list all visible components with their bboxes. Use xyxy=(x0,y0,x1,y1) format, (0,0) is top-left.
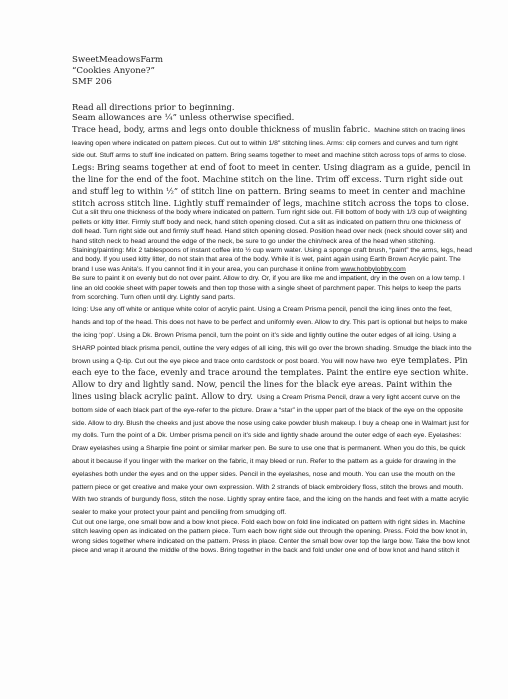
staining-instructions: Staining/painting: Mix 2 tablespoons of instant coffee into ½ cup warm water. Using a sponge craft brush, “paint” the arms, legs, head and body. If you used kitty litter, do not stain that area of the body. While it is wet, paint again using Earth Brown Acrylic paint. The brand I use was Anita’s. If you cannot find it in your area, you can purchase it online from xyxy=(72,247,472,273)
face-detail-instructions: Using a Cream Prisma Pencil, draw a very light accent curve on the bottom side of each black part of the eye-refer to the picture. Draw a “star” in the upper part of the black of the eye on the opposite side. Allow to dry. Blush the cheeks and just above the nose using cake powder blush makeup. I buy a cheap one in Walmart just for my dolls. Turn the point of a Dk. Umber prisma pencil on it’s side and lightly shade around the outer edge of each eye. Eyelashes: Draw eyelashes using a Sharpie fine point or similar marker pen. Be sure to use one that is permanent. When you do this, be quick about it because if you linger with the marker on the fabric, it may bleed or run. Refer to the pattern as a guide for drawing in the eyelashes both under the eyes and on the upper sides. Pencil in the eyelashes, nose and mouth. You can use the mouth on the pattern piece or get creative and make your own expression. With 2 strands of black embroidery floss, stitch the brows and mouth. With two strands of burgundy floss, stitch the nose. Lightly spray entire face, and the icing on the hands and feet with a matte acrylic sealer to make your protect your paint and penciling from smudging off. xyxy=(72,394,470,517)
assembly-intro: Trace head, body, arms and legs onto double thickness of muslin fabric. xyxy=(72,123,371,134)
instructions-body xyxy=(72,102,472,556)
intro-directions: Read all directions prior to beginning. xyxy=(72,102,235,112)
pattern-title: “Cookies Anyone?” xyxy=(72,66,155,76)
seam-allowance-note: Seam allowances are ¼” unless otherwise specified. xyxy=(72,112,295,123)
drying-instructions: Be sure to paint it on evenly but do not over paint. Allow to dry. Or, if you are like me and impatient, dry in the oven on a low temp. I line an old cookie sheet with paper towels and then top those with a single sheet of parchment paper. This helps to keep the parts from scorching. Turn often until dry. Lightly sand parts. xyxy=(72,275,465,302)
hobbylobby-link[interactable]: www.hobbylobby.com xyxy=(340,265,406,273)
document-header xyxy=(72,55,163,88)
company-name: SweetMeadowsFarm xyxy=(72,55,164,65)
assembly-paragraph xyxy=(72,123,472,209)
icing-paragraph xyxy=(72,302,472,518)
icing-instructions: Icing: Use any off white or antique white color of acrylic paint. Using a Cream Prisma pencil, pencil the icing lines onto the feet, hands and top of the head. This does not have to be perfect and uniformly even. Allow to dry. This part is optional but helps to make the icing ‘pop’. Using a Dk. Brown Prisma pencil, turn the point on it’s side and lightly outline the outer edges of all icing. Using a SHARP pointed black prisma pencil, outline the very edges of all icing, this will go over the brown shading. Smudge the black into the brown using a Q-tip. Cut out the eye piece and trace onto cardstock or post board. You will now have two xyxy=(72,306,472,365)
arms-instructions: Machine stitch on tracing lines leaving open where indicated on pattern pieces. Cut out to within 1/8" stitching lines. Arms: clip corners and curves and turn right side out. Stuff arms to stuff line indicated on pattern. Bring seams together to meet and machine stitch across tops of arms to close. xyxy=(72,126,467,160)
staining-paragraph xyxy=(72,246,472,274)
bow-instructions: Cut out one large, one small bow and a bow knot piece. Fold each bow on fold line indicated on pattern with right sides in. Machine stitch leaving open as indicated on the pattern piece. Turn each bow right side out through the opening. Press. Fold the bow knot in, wrong sides together where indicated on the pattern. Press in place. Center the small bow over top the large bow. Take the bow knot piece and wrap it around the middle of the bows. Bring together in the back and fold under one end of bow knot and hand stitch it xyxy=(72,519,470,555)
pattern-number: SMF 206 xyxy=(72,77,112,87)
body-head-instructions: Cut a slit thru one thickness of the body where indicated on pattern. Turn right side out. Fill bottom of body with 1/3 cup of weighting pellets or kitty litter. Firmly stuff body and neck, hand stitch opening closed. Cut a slit as indicated on pattern thru one thickness of doll head. Turn right side out and firmly stuff head. Hand stitch opening closed. Position head over neck (neck should cover slit) and hand stitch neck to head around the edge of the neck, be sure to go under the chin/neck area of the head when stitching. xyxy=(72,209,468,245)
legs-instructions: Legs: Bring seams together at end of foot to meet in center. Using diagram as a guide, pencil in the line for the end of the foot. Machine stitch on the line. Trim off excess. Turn right side out and stuff leg to within ½” of stitch line on pattern. Bring seams to meet in center and machine stitch across stitch line. Lightly stuff remainder of legs, machine stitch across the tops to close. xyxy=(72,162,471,208)
eye-instructions: eye templates. Pin each eye to the face, evenly and trace around the templates. Paint the entire eye section white. Allow to dry and lightly sand. Now, pencil the lines for the black eye areas. Paint within the lines using black acrylic paint. Allow to dry. xyxy=(72,354,469,402)
